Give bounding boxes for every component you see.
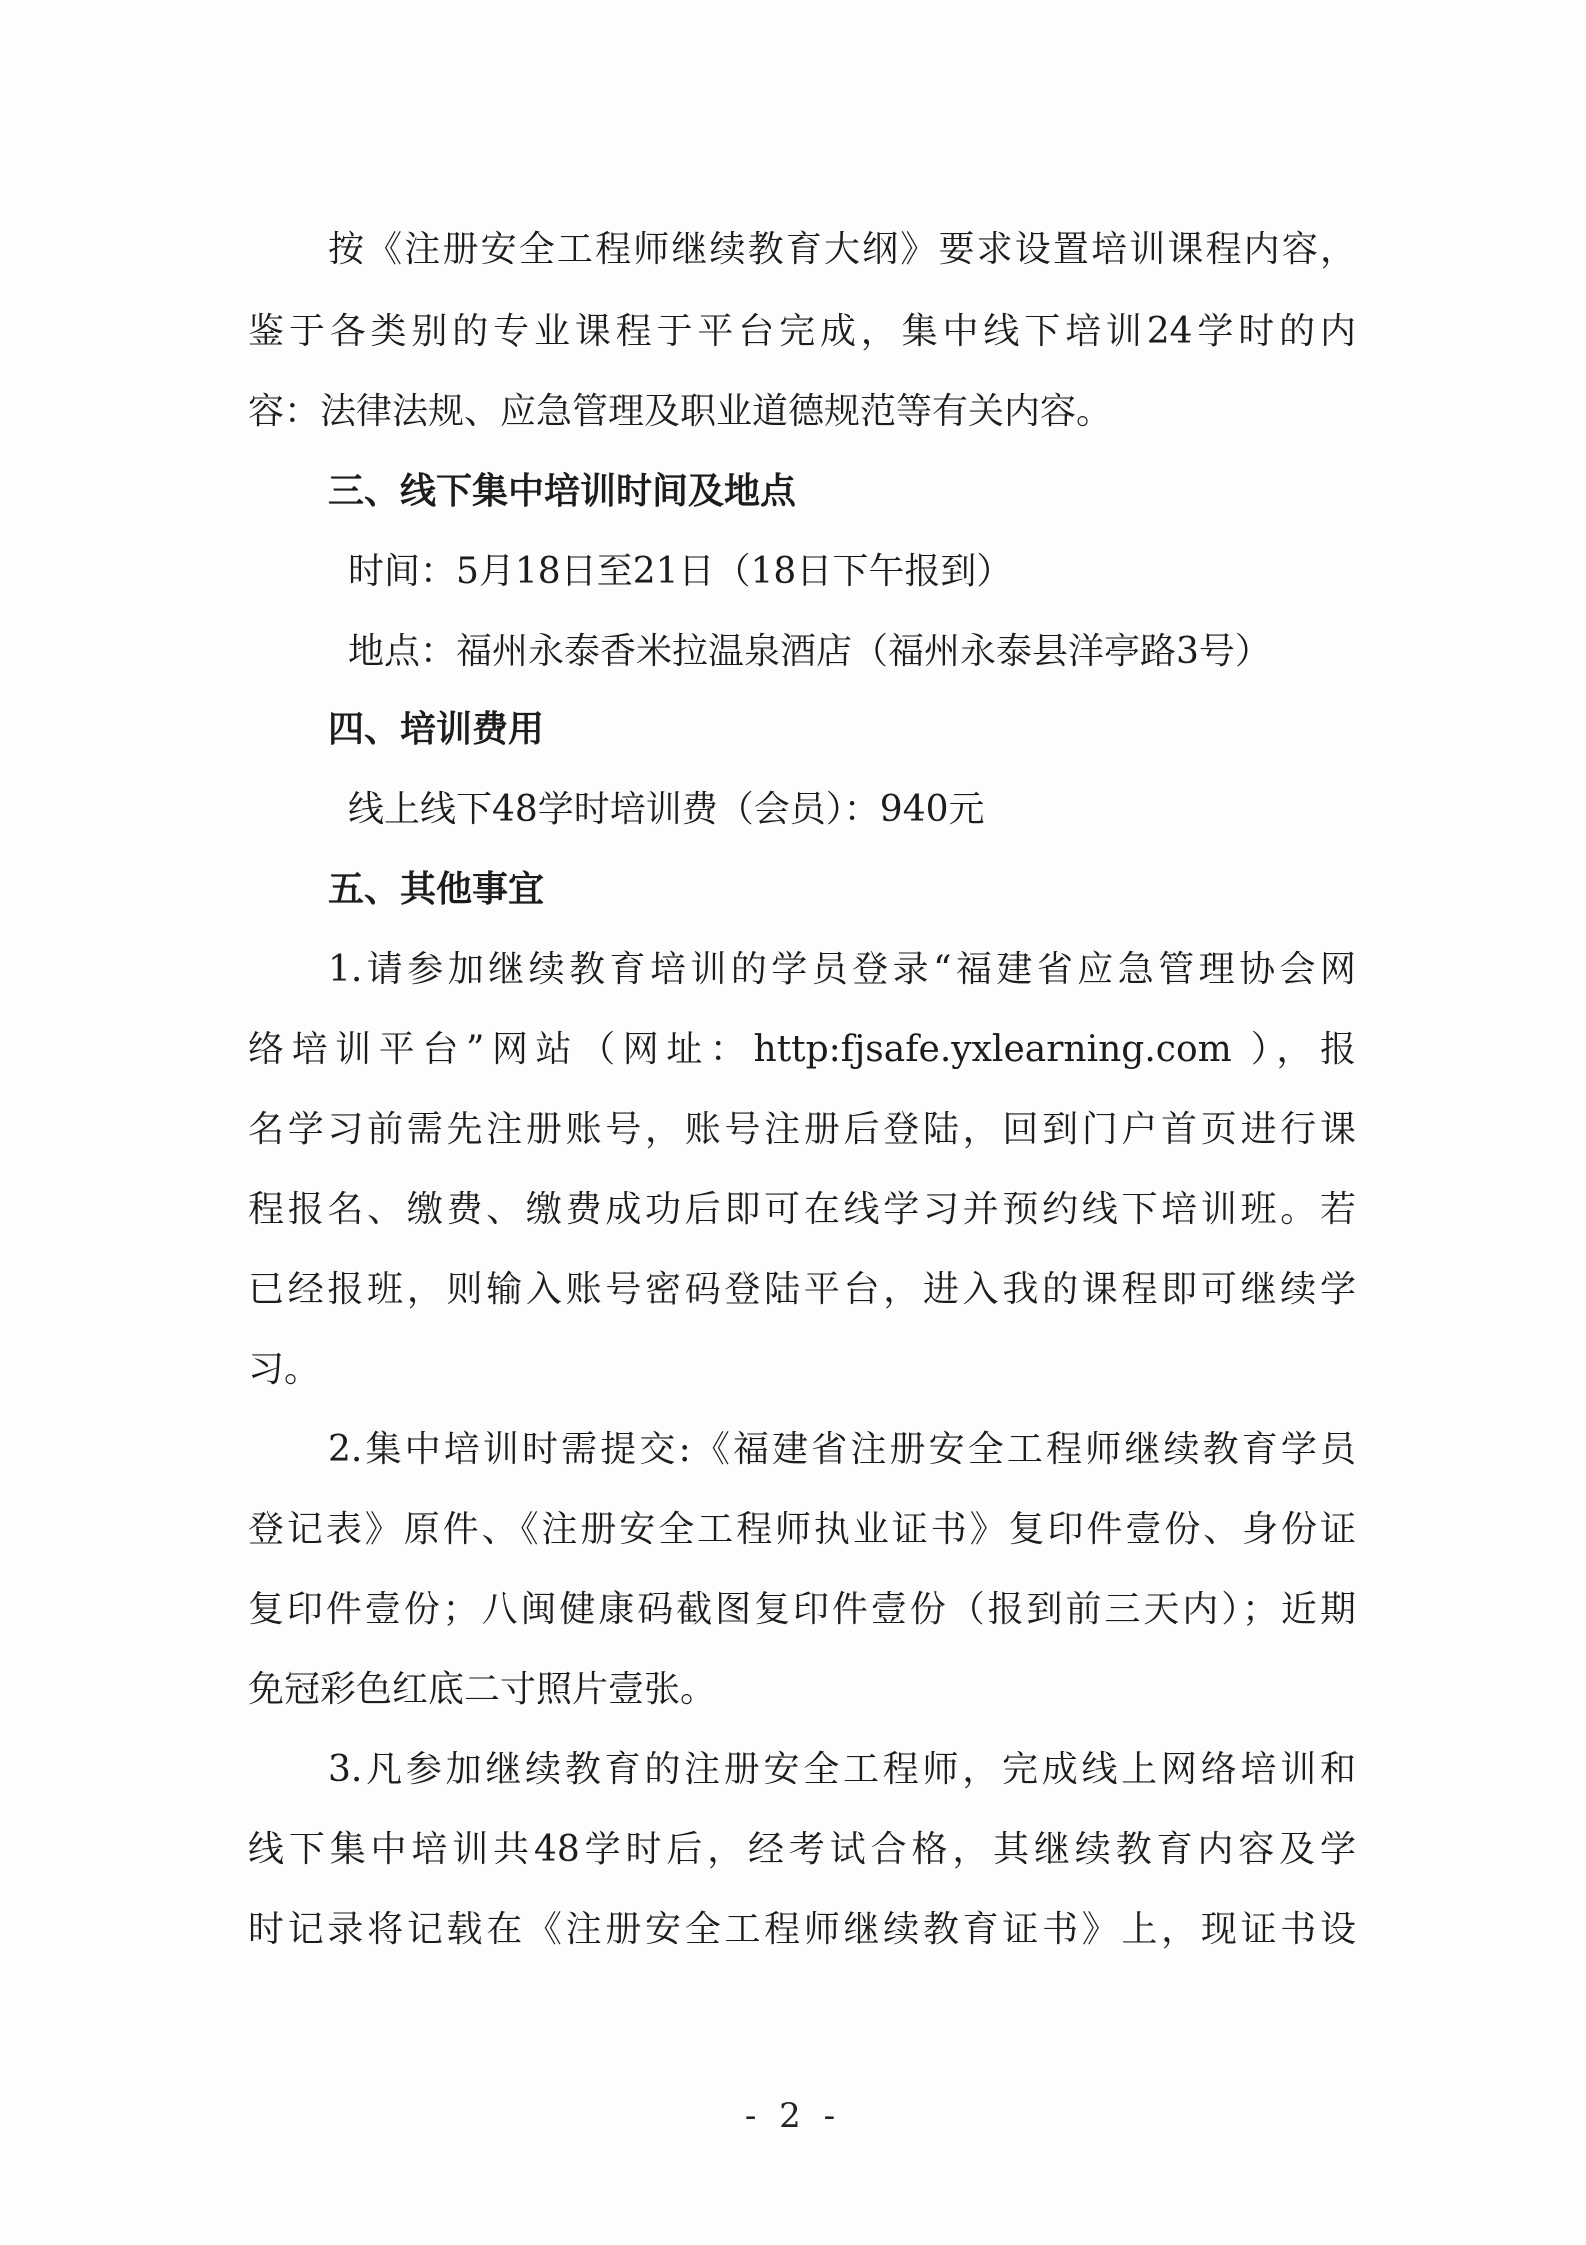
text-line: 免冠彩色红底二寸照片壹张。 xyxy=(248,1669,717,1710)
text-line: 名学习前需先注册账号，账号注册后登陆，回到门户首页进行课 xyxy=(248,1109,1356,1150)
text-line: 络培训平台”网站（网址：http:fjsafe.yxlearning.com ），报 xyxy=(248,1029,1356,1070)
section-heading-5 xyxy=(328,870,544,910)
time-line xyxy=(348,552,1012,592)
item1-line xyxy=(248,1110,1356,1150)
item3-line xyxy=(248,1830,1356,1870)
fee-line xyxy=(348,790,985,830)
paragraph-line xyxy=(248,392,1112,432)
item1-line xyxy=(248,1350,320,1390)
heading-text: 五、其他事宜 xyxy=(328,869,545,910)
section-heading-3 xyxy=(328,472,796,512)
item1-line xyxy=(328,950,1356,990)
text-line: 容：法律法规、应急管理及职业道德规范等有关内容。 xyxy=(248,391,1113,432)
text-line: 时记录将记载在《注册安全工程师继续教育证书》上，现证书设 xyxy=(248,1909,1356,1950)
item1-line xyxy=(248,1030,1356,1070)
text-line: 已经报班，则输入账号密码登陆平台，进入我的课程即可继续学 xyxy=(248,1269,1356,1310)
item2-line xyxy=(248,1590,1356,1630)
item3-line xyxy=(328,1750,1356,1790)
section-heading-4 xyxy=(328,710,544,750)
item1-line xyxy=(248,1190,1356,1230)
text-line: 按《注册安全工程师继续教育大纲》要求设置培训课程内容， xyxy=(328,229,1356,270)
item1-line xyxy=(248,1270,1356,1310)
item2-line xyxy=(248,1670,716,1710)
text-line: 1.请参加继续教育培训的学员登录“福建省应急管理协会网 xyxy=(328,949,1356,990)
item2-line xyxy=(328,1430,1356,1470)
paragraph-line xyxy=(328,230,1356,270)
text-line: 线上线下48学时培训费（会员）：940元 xyxy=(348,789,985,830)
text-line: 复印件壹份；八闽健康码截图复印件壹份（报到前三天内）；近期 xyxy=(248,1589,1356,1630)
text-line: 鉴于各类别的专业课程于平台完成，集中线下培训24学时的内 xyxy=(248,311,1356,352)
item3-line xyxy=(248,1910,1356,1950)
text-line: 习。 xyxy=(248,1349,321,1390)
heading-text: 三、线下集中培训时间及地点 xyxy=(328,471,797,512)
text-line: 3.凡参加继续教育的注册安全工程师，完成线上网络培训和 xyxy=(328,1749,1356,1790)
text-line: 线下集中培训共48学时后，经考试合格，其继续教育内容及学 xyxy=(248,1829,1356,1870)
place-line xyxy=(348,632,1271,672)
text-line: 登记表》原件、《注册安全工程师执业证书》复印件壹份、身份证 xyxy=(248,1509,1356,1550)
page-number: - 2 - xyxy=(744,2096,842,2136)
text-line: 地点：福州永泰香米拉温泉酒店（福州永泰县洋亭路3号） xyxy=(348,631,1271,672)
paragraph-line xyxy=(248,312,1356,352)
text-line: 时间：5月18日至21日（18日下午报到） xyxy=(348,551,1013,592)
item2-line xyxy=(248,1510,1356,1550)
text-line: 2.集中培训时需提交:《福建省注册安全工程师继续教育学员 xyxy=(328,1429,1356,1470)
text-line: 程报名、缴费、缴费成功后即可在线学习并预约线下培训班。若 xyxy=(248,1189,1356,1230)
heading-text: 四、培训费用 xyxy=(328,709,545,750)
